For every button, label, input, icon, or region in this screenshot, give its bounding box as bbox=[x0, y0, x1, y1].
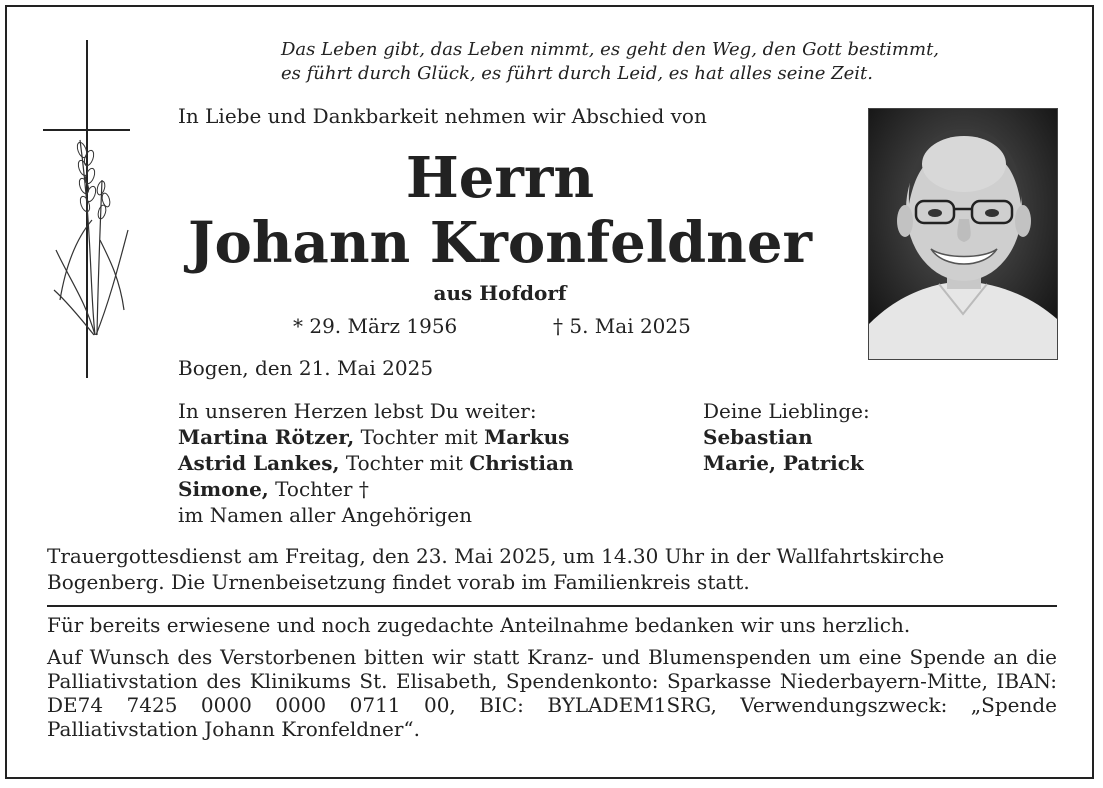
service-info: Trauergottesdienst am Freitag, den 23. Mai 2025, um 14.30 Uhr in der Wallfahrtskirche Bogenberg. Die Urnenbeisetzung findet vorab im Familienkreis statt. bbox=[47, 544, 945, 594]
mourner-partner: Markus bbox=[484, 425, 570, 449]
grandchild-name: Sebastian bbox=[703, 425, 813, 449]
mourners-closing: im Namen aller Angehörigen bbox=[178, 503, 473, 527]
salutation: Herrn bbox=[405, 145, 595, 211]
death-date: † 5. Mai 2025 bbox=[553, 314, 691, 338]
mourner-partner: Christian bbox=[469, 451, 574, 475]
grandchild-name: Marie, Patrick bbox=[703, 451, 864, 475]
mourners-heading: In unseren Herzen lebst Du weiter: bbox=[178, 399, 537, 423]
donation-request: Auf Wunsch des Verstorbenen bitten wir statt Kranz- und Blumenspenden um eine Spende an die Palliativstation des Klinikums St. Elisabeth, Spendenkonto: Sparkasse Niederbayern-Mitte, IBAN: DE74 7425 0000 0000 0711 00, BIC: BYLADEM1SRG, Verwendungszweck: „Spende Palliativstation Johann Kronfeldner“. bbox=[47, 645, 1057, 741]
grandchildren-list bbox=[703, 398, 870, 476]
list-item bbox=[178, 476, 574, 502]
list-item bbox=[703, 450, 870, 476]
portrait-photo bbox=[868, 108, 1058, 360]
mourner-name: Martina Rötzer, bbox=[178, 425, 355, 449]
motto-line-1: Das Leben gibt, das Leben nimmt, es geht den Weg, den Gott bestimmt, bbox=[281, 39, 940, 60]
mourner-relation: Tochter mit bbox=[339, 451, 470, 475]
list-item bbox=[703, 424, 870, 450]
place-date: Bogen, den 21. Mai 2025 bbox=[178, 356, 434, 380]
mourner-relation: Tochter mit bbox=[354, 425, 485, 449]
grandchildren-heading: Deine Lieblinge: bbox=[703, 399, 870, 423]
thanks-text: Für bereits erwiesene und noch zugedachte Anteilnahme bedanken wir uns herzlich. bbox=[47, 613, 911, 637]
mourner-relation: Tochter † bbox=[268, 477, 369, 501]
intro-text: In Liebe und Dankbarkeit nehmen wir Abschied von bbox=[178, 104, 707, 128]
motto-line-2: es führt durch Glück, es führt durch Leid, es hat alles seine Zeit. bbox=[281, 63, 873, 84]
divider bbox=[47, 605, 1057, 607]
birth-date: * 29. März 1956 bbox=[293, 314, 458, 338]
list-item bbox=[178, 450, 574, 476]
mourners-list bbox=[178, 398, 574, 528]
mourner-name: Simone, bbox=[178, 477, 269, 501]
list-item bbox=[178, 424, 574, 450]
deceased-name: Johann Kronfeldner bbox=[187, 210, 812, 276]
mourner-name: Astrid Lankes, bbox=[178, 451, 340, 475]
motto bbox=[281, 38, 939, 86]
origin: aus Hofdorf bbox=[433, 281, 567, 305]
